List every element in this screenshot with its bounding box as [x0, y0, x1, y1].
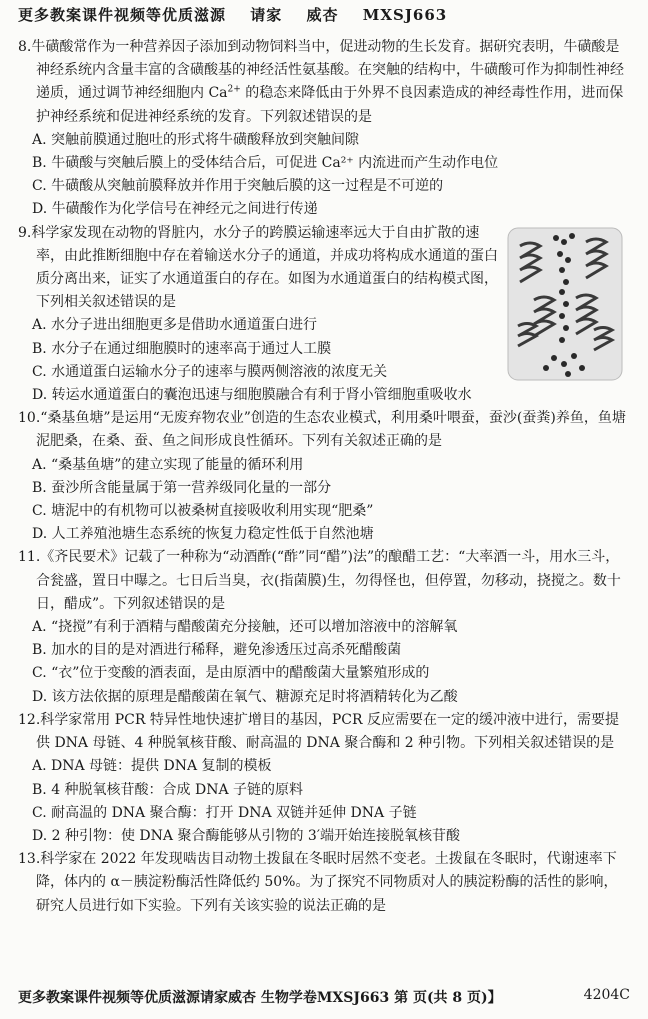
option-b: B. 4 种脱氧核苷酸：合成 DNA 子链的原料	[32, 781, 304, 798]
option-a: A. DNA 母链：提供 DNA 复制的模板	[32, 758, 272, 775]
question-11	[18, 546, 630, 708]
option-c: C. 水通道蛋白运输水分子的速率与膜两侧溶液的浓度无关	[32, 363, 388, 380]
option-b: B. 加水的目的是对酒进行稀释，避免渗透压过高杀死醋酸菌	[32, 642, 402, 659]
stem-text-part: 的稳态来降低由于外界不良因素造成的神经毒性作用，进而保护神经系统和促进神经系统的发育。下列叙述错误的是	[36, 85, 624, 125]
option-d: D. 人工养殖池塘生态系统的恢复力稳定性低于自然池塘	[32, 526, 374, 543]
option-d: D. 转运水通道蛋白的囊泡迅速与细胞膜融合有利于肾小管细胞重吸收水	[32, 387, 472, 404]
question-stem	[18, 36, 630, 129]
question-number: 9.	[18, 224, 32, 241]
option-d: D. 2 种引物：使 DNA 聚合酶能够从引物的 3′端开始连接脱氧核苷酸	[32, 827, 461, 844]
page-header	[18, 4, 465, 25]
option-a: A. 水分子进出细胞更多是借助水通道蛋白进行	[32, 317, 318, 334]
question-8	[18, 36, 630, 222]
option-b: B. 蚕沙所含能量属于第一营养级同化量的一部分	[32, 479, 332, 496]
option-a: A. 突触前膜通过胞吐的形式将牛磺酸释放到突触间隙	[32, 131, 360, 148]
option-a: A. “桑基鱼塘”的建立实现了能量的循环利用	[32, 456, 304, 473]
footer-text: 更多教案课件视频等优质滋源请家威杏 生物学卷MXSJ663 第 页(共 8 页)】	[18, 990, 502, 1006]
question-stem	[18, 407, 630, 453]
question-13	[18, 848, 630, 918]
option-d: D. 该方法依据的原理是醋酸菌在氧气、糖源充足时将酒精转化为乙酸	[32, 688, 458, 705]
stem-text-part: 牛磺酸常作为一种营养因子添加到动物饲料当中，促进动物的生长发育。据研究表明，牛磺酸是神经系统内含量丰富的含磺酸基的神经活性氨基酸。在突触的结构中，牛磺酸可作为抑制性神经递质，通过调节神经细胞内 Ca	[31, 39, 624, 102]
option-b: B. 牛磺酸与突触后膜上的受体结合后，可促进 Ca²⁺ 内流进而产生动作电位	[32, 155, 499, 172]
question-number: 10.	[18, 410, 41, 427]
question-number: 12.	[18, 711, 41, 728]
footer-code: 4204C	[583, 987, 630, 1003]
option-c: C. “衣”位于变酸的酒表面，是由原酒中的醋酸菌大量繁殖形成的	[32, 665, 430, 682]
question-stem	[18, 546, 630, 616]
question-stem	[18, 848, 630, 918]
header-mid2-text: 威杏	[306, 6, 339, 24]
question-number: 8.	[18, 39, 32, 55]
question-number: 11.	[18, 549, 41, 566]
question-number: 13.	[18, 851, 41, 868]
question-12	[18, 709, 630, 848]
question-10	[18, 407, 630, 546]
option-b: B. 水分子在通过细胞膜时的速率高于通过人工膜	[32, 340, 332, 357]
stem-text: 科学家常用 PCR 特异性地快速扩增目的基因，PCR 反应需要在一定的缓冲液中进行，需要提供 DNA 母链、4 种脱氧核苷酸、耐高温的 DNA 聚合酶和 2 种引物。下列相关叙述错误的是	[36, 711, 619, 752]
stem-text: 《齐民要术》记载了一种称为“动酒酢(“酢”同“醋”)法”的酿醋工艺：“大率酒一斗，用水三斗，合瓮盛，置日中曝之。七日后当臭，衣(指菌膜)生，勿得怪也，但停置，勿移动，挠搅之。数十日，醋成”。下列叙述错误的是	[36, 549, 621, 612]
question-9	[18, 222, 630, 408]
question-stem	[18, 709, 630, 755]
aquaporin-structure-diagram	[506, 226, 624, 382]
header-left-text: 更多教案课件视频等优质滋源	[18, 6, 227, 24]
option-c: C. 耐高温的 DNA 聚合酶：打开 DNA 双链并延伸 DNA 子链	[32, 804, 417, 821]
stem-text: “桑基鱼塘”是运用“无废弃物农业”创造的生态农业模式，利用桑叶喂蚕，蚕沙(蚕粪)养鱼，鱼塘泥肥桑，在桑、蚕、鱼之间形成良性循环。下列有关叙述正确的是	[36, 410, 626, 450]
stem-text: 科学家在 2022 年发现啮齿目动物土拨鼠在冬眠时居然不变老。土拨鼠在冬眠时，代谢速率下降，体内的 α－胰淀粉酶活性降低约 50%。为了探究不同物质对人的胰淀粉酶的活性的影响，研究人员进行如下实验。下列有关该实验的说法正确的是	[36, 851, 618, 914]
option-c: C. 塘泥中的有机物可以被桑树直接吸收利用实现“肥桑”	[32, 503, 374, 520]
option-c: C. 牛磺酸从突触前膜释放并作用于突触后膜的这一过程是不可逆的	[32, 178, 444, 195]
question-list	[18, 36, 630, 918]
option-a: A. “挠搅”有利于酒精与醋酸菌充分接触，还可以增加溶液中的溶解氧	[32, 619, 458, 636]
stem-superscript: 2+	[227, 84, 241, 95]
stem-text: 科学家发现在动物的肾脏内，水分子的跨膜运输速率远大于自由扩散的速率，由此推断细胞中存在着输送水分子的通道，并成功将构成水通道的蛋白质分离出来，证实了水通道蛋白的存在。如图为水通道蛋白的结构模式图，下列相关叙述错误的是	[31, 224, 498, 311]
option-d: D. 牛磺酸作为化学信号在神经元之间进行传递	[32, 201, 318, 218]
page-footer	[18, 987, 630, 1007]
question-stem	[18, 222, 506, 315]
header-mid1-text: 请家	[250, 6, 283, 24]
header-code-text: MXSJ663	[362, 6, 448, 24]
